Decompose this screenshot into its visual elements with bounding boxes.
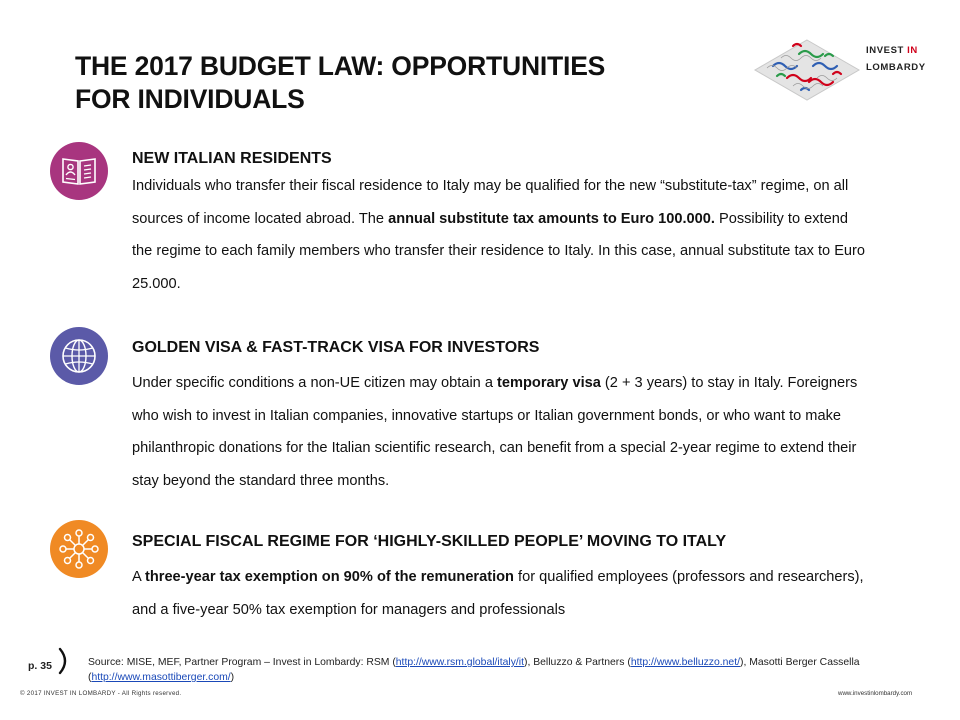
body-text: (2 + 3 years) to stay in Italy. Foreigners who wish to invest in Italian companies, innovative startups or Italian government bonds, or who want to make philanthropic donations for the Italian scientific research, can benefit from a special 2-year regime to extend their stay beyond the standard three months. <box>132 375 858 489</box>
source-link-belluzzo[interactable]: http://www.belluzzo.net/ <box>630 657 740 668</box>
document-id-icon <box>50 142 108 200</box>
section-highly-skilled-people <box>50 520 870 630</box>
website-url: www.investinlombardy.com <box>838 690 913 697</box>
source-link-rsm[interactable]: http://www.rsm.global/italy/it <box>395 657 524 668</box>
copyright-notice: © 2017 INVEST IN LOMBARDY - All Rights reserved. <box>20 690 182 697</box>
body-bold-text: temporary visa <box>497 375 601 391</box>
section-heading: SPECIAL FISCAL REGIME FOR ‘HIGHLY-SKILLED PEOPLE’ MOVING TO ITALY <box>132 533 727 550</box>
section-body <box>132 170 872 300</box>
network-icon <box>50 520 108 578</box>
source-text: ) <box>230 672 235 683</box>
logo-word-lombardy: LOMBARDY <box>866 62 926 73</box>
source-citation <box>88 655 878 685</box>
body-text: Possibility to extend the regime to each family members who transfer their residence to Italy. In this case, annual substitute tax to Euro 25.000. <box>132 210 866 292</box>
section-body <box>132 561 872 626</box>
body-text: A <box>132 569 145 585</box>
globe-icon <box>50 327 108 385</box>
section-body <box>132 367 872 497</box>
logo-word-in: IN <box>907 45 918 56</box>
page-number: p. 35 <box>28 660 52 672</box>
section-heading: NEW ITALIAN RESIDENTS <box>132 150 332 167</box>
page-title <box>75 50 675 116</box>
section-golden-visa <box>50 327 870 497</box>
page-title-line-2: FOR INDIVIDUALS <box>75 84 305 114</box>
logo-word-invest: INVEST <box>866 45 904 56</box>
body-bold-text: three-year tax exemption on 90% of the remuneration <box>144 569 514 585</box>
body-text: Under specific conditions a non-UE citizen may obtain a <box>132 375 498 391</box>
section-heading: GOLDEN VISA & FAST-TRACK VISA FOR INVESTORS <box>132 339 540 356</box>
source-link-masotti[interactable]: http://www.masottiberger.com/ <box>91 672 231 683</box>
section-new-italian-residents <box>50 142 870 302</box>
source-text: Source: MISE, MEF, Partner Program – Invest in Lombardy: RSM ( <box>88 657 396 668</box>
source-text: ), Masotti Berger Cassella ( <box>88 657 860 683</box>
source-text: ), Belluzzo & Partners ( <box>523 657 631 668</box>
invest-in-lombardy-logo <box>752 36 862 104</box>
body-text: for qualified employees (professors and researchers), and a five-year 50% tax exemption for managers and professionals <box>132 569 864 618</box>
body-bold-text: annual substitute tax amounts to Euro 100.000. <box>388 210 715 227</box>
page-title-line-1: THE 2017 BUDGET LAW: OPPORTUNITIES <box>75 51 606 81</box>
page-number-bracket <box>57 647 71 675</box>
logo-wordmark <box>866 42 926 76</box>
body-text: Individuals who transfer their fiscal residence to Italy may be qualified for the new “substitute-tax” regime, on all sources of income located abroad. The <box>132 178 849 227</box>
